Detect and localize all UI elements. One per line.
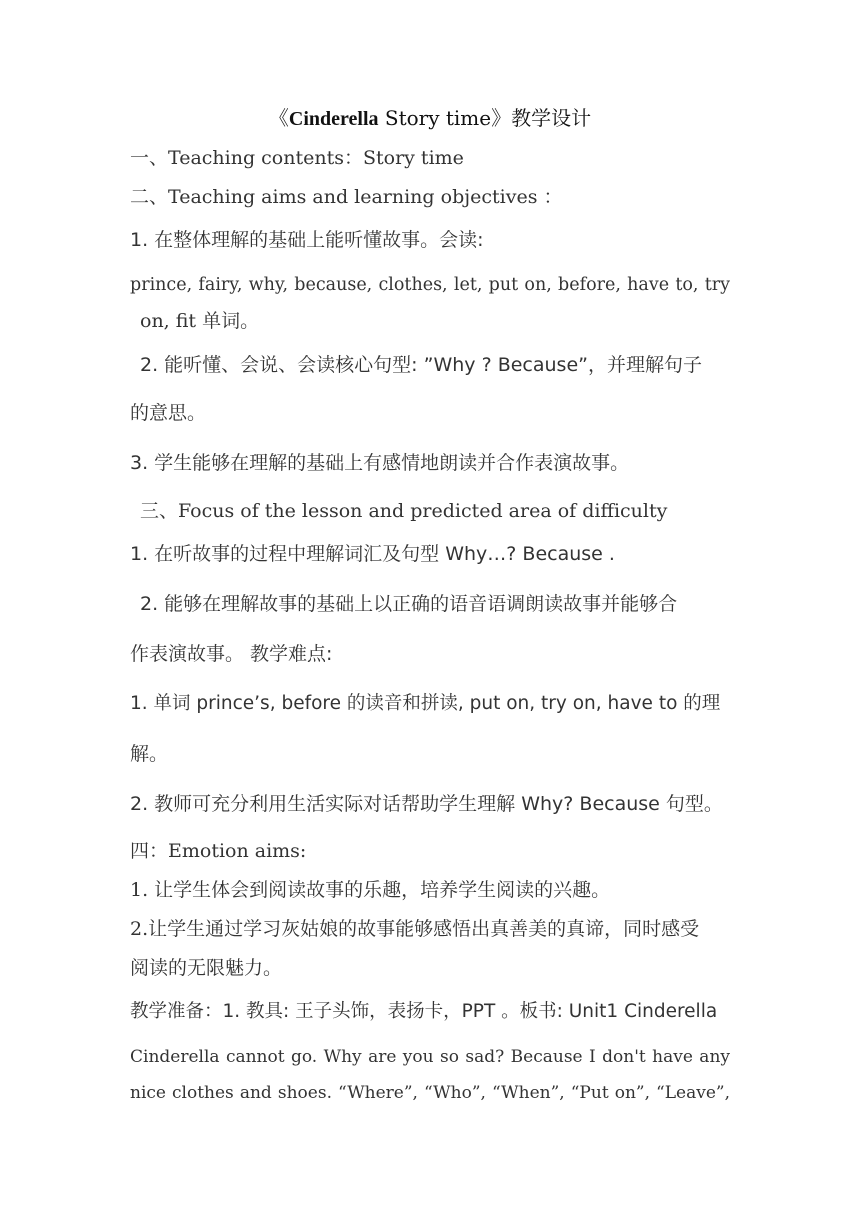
focus-item-2-cont: 作表演故事。 教学难点:: [130, 643, 333, 665]
vocabulary-line-2: on, fit 单词。: [140, 310, 260, 332]
aim-item-2-cont: 的意思。: [130, 402, 207, 424]
focus-item-2: 2. 能够在理解故事的基础上以正确的语音语调朗读故事并能够合: [140, 593, 678, 615]
vocabulary-line-1: prince, fairy, why, because, clothes, let, put on, before, have to, try: [130, 275, 730, 295]
board-writing-line-1: Cinderella cannot go. Why are you so sad? Because I don't have any: [130, 1047, 730, 1067]
section-teaching-contents: 一、Teaching contents：Story time: [130, 147, 464, 169]
section-teaching-aims: 二、Teaching aims and learning objectives ：: [130, 186, 563, 208]
emotion-item-1: 1. 让学生体会到阅读故事的乐趣，培养学生阅读的兴趣。: [130, 879, 611, 901]
focus-item-1: 1. 在听故事的过程中理解词汇及句型 Why…? Because .: [130, 543, 615, 565]
section-emotion-aims: 四：Emotion aims:: [130, 840, 307, 862]
section-focus-difficulty: 三、Focus of the lesson and predicted area of difficulty: [140, 500, 668, 522]
difficulty-item-1: 1. 单词 prince’s, before 的读音和拼读, put on, try on, have to 的理: [130, 693, 721, 714]
document-title: [0, 106, 860, 131]
aim-item-2: 2. 能听懂、会说、会读核心句型: ”Why ? Because”，并理解句子: [140, 354, 702, 376]
difficulty-item-2: 2. 教师可充分利用生活实际对话帮助学生理解 Why? Because 句型。: [130, 793, 723, 815]
difficulty-item-1-cont: 解。: [130, 743, 169, 765]
title-cinderella: Cinderella: [288, 108, 379, 130]
aim-item-1: 1. 在整体理解的基础上能听懂故事。会读:: [130, 229, 484, 251]
aim-item-3: 3. 学生能够在理解的基础上有感情地朗读并合作表演故事。: [130, 452, 630, 474]
title-story-time: Story time: [378, 106, 492, 130]
emotion-item-2: 2.让学生通过学习灰姑娘的故事能够感悟出真善美的真谛，同时感受: [130, 918, 700, 940]
emotion-item-2-cont: 阅读的无限魅力。: [130, 957, 283, 979]
teaching-preparation: 教学准备：1. 教具: 王子头饰，表扬卡，PPT 。板书: Unit1 Cinderella: [130, 1001, 718, 1022]
title-suffix: 》教学设计: [491, 106, 592, 130]
board-writing-line-2: nice clothes and shoes. “Where”, “Who”, “When”, “Put on”, “Leave”,: [130, 1083, 730, 1103]
title-open-bracket: 《: [268, 106, 289, 130]
